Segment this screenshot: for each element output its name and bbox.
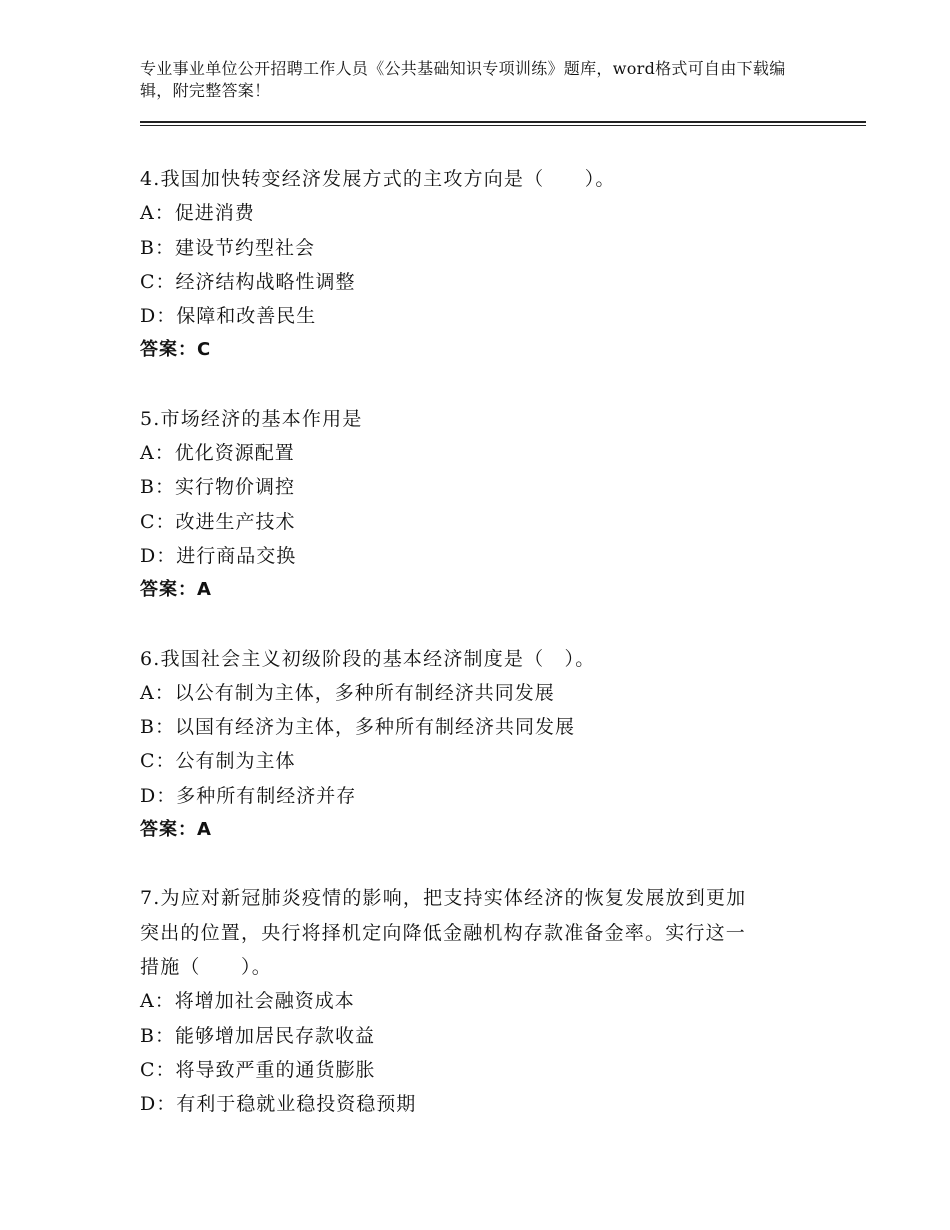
answer-label: 答案：C <box>140 339 212 361</box>
option-b: B：实行物价调控 <box>140 476 295 499</box>
option-c: C：经济结构战略性调整 <box>140 270 356 293</box>
question-6 <box>140 642 820 848</box>
option-a: A：以公有制为主体，多种所有制经济共同发展 <box>140 681 555 704</box>
question-stem: 4.我国加快转变经济发展方式的主攻方向是（ ）。 <box>140 168 616 190</box>
question-list <box>140 162 820 1155</box>
option-a: A：促进消费 <box>140 202 255 225</box>
option-b: B：建设节约型社会 <box>140 236 315 259</box>
question-stem-line: 突出的位置，央行将择机定向降低金融机构存款准备金率。实行这一 <box>140 921 747 944</box>
option-c: C：公有制为主体 <box>140 750 296 773</box>
question-7 <box>140 881 820 1121</box>
question-stem: 6.我国社会主义初级阶段的基本经济制度是（ ）。 <box>140 647 596 670</box>
header-rule-thin <box>140 125 866 126</box>
question-stem-line: 7.为应对新冠肺炎疫情的影响，把支持实体经济的恢复发展放到更加 <box>140 887 747 910</box>
option-d: D：多种所有制经济并存 <box>140 784 357 807</box>
option-c: C：改进生产技术 <box>140 510 296 533</box>
answer-label: 答案：A <box>140 819 212 841</box>
option-a: A：优化资源配置 <box>140 442 295 465</box>
option-d: D：保障和改善民生 <box>140 305 317 328</box>
option-c: C：将导致严重的通货膨胀 <box>140 1058 376 1081</box>
option-a: A：将增加社会融资成本 <box>140 990 355 1013</box>
header-text: 专业事业单位公开招聘工作人员《公共基础知识专项训练》题库，word格式可自由下载编辑，附完整答案！ <box>140 59 786 100</box>
header-rule-thick <box>140 121 866 123</box>
option-b: B：以国有经济为主体，多种所有制经济共同发展 <box>140 716 575 739</box>
option-b: B：能够增加居民存款收益 <box>140 1024 375 1047</box>
question-stem: 5.市场经济的基本作用是 <box>140 407 363 430</box>
question-4 <box>140 162 820 368</box>
question-5 <box>140 402 820 608</box>
question-stem-line: 措施（ ）。 <box>140 955 272 978</box>
answer-label: 答案：A <box>140 579 212 601</box>
option-d: D：进行商品交换 <box>140 544 297 567</box>
option-d: D：有利于稳就业稳投资稳预期 <box>140 1093 417 1116</box>
